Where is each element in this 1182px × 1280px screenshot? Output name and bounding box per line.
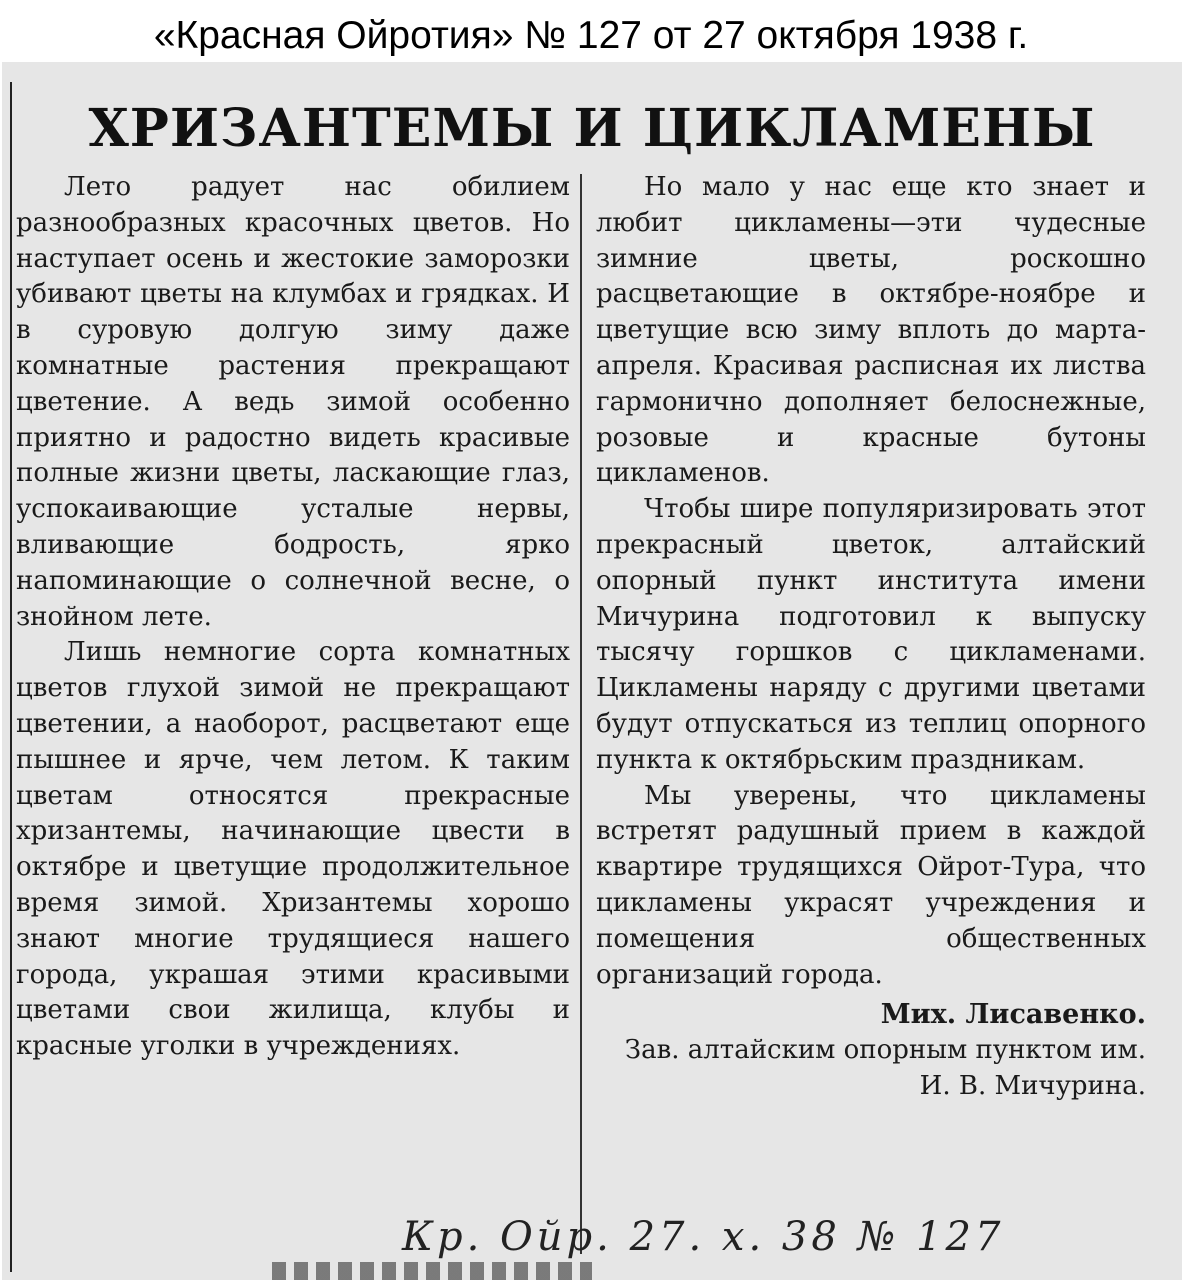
author-title: Зав. алтайским опорным пунктом им. И. В. Мичурина. — [624, 1035, 1146, 1101]
article-paragraph: Но мало у нас еще кто знает и любит цикламены—эти чудесные зимние цветы, роскошно расцветающие в октябре-ноябре и цветущие всю зиму вплоть до марта-апреля. Красивая расписная их листва гармонично дополняет белоснежные, розовые и красные бутоны цикламенов. — [596, 172, 1146, 489]
column-divider — [580, 174, 582, 1254]
clipping-edge — [10, 82, 12, 1272]
article-paragraph: Лето радует нас обилием разнообразных красочных цветов. Но наступает осень и жестокие заморозки убивают цветы на клумбах и грядках. И в суровую долгую зиму даже комнатные растения прекращают цветение. А ведь зимой особенно приятно и радостно видеть красивые полные жизни цветы, ласкающие глаз, успокаивающие усталые нервы, вливающие бодрость, ярко напоминающие о солнечной весне, о знойном лете. — [16, 172, 570, 632]
article-column-right — [596, 170, 1146, 1105]
article-paragraph: Лишь немногие сорта комнатных цветов глухой зимой не прекращают цветении, а наоборот, расцветают еще пышнее и ярче, чем летом. К таким цветам относятся прекрасные хризантемы, начинающие цвести в октябре и цветущие продолжительное время зимой. Хризантемы хорошо знают многие трудящиеся нашего города, украшая этими красивыми цветами свои жилища, клубы и красные уголки в учреждениях. — [16, 637, 570, 1062]
article-column-left — [16, 170, 570, 1065]
author-name: Мих. Лисавенко. — [880, 999, 1146, 1031]
cut-off-text — [272, 1262, 592, 1280]
article-paragraph: Чтобы шире популяризировать этот прекрасный цветок, алтайский опорный пункт института имени Мичурина подготовил к выпуску тысячу горшков с цикламенами. Цикламены наряду с другими цветами будут отпускаться из теплиц опорного пункта к октябрьским праздникам. — [596, 494, 1146, 775]
article-headline: ХРИЗАНТЕМЫ И ЦИКЛАМЕНЫ — [88, 98, 1096, 159]
image-caption: «Красная Ойротия» № 127 от 27 октября 1938 г. — [153, 14, 1029, 57]
handwritten-note: Кр. Ойр. 27. x. 38 № 127 — [402, 1214, 1005, 1260]
article-paragraph: Мы уверены, что цикламены встретят радушный прием в каждой квартире трудящихся Ойрот-Тура, что цикламены украсят учреждения и помещения общественных организаций города. — [596, 780, 1146, 990]
newspaper-clipping — [2, 62, 1182, 1280]
